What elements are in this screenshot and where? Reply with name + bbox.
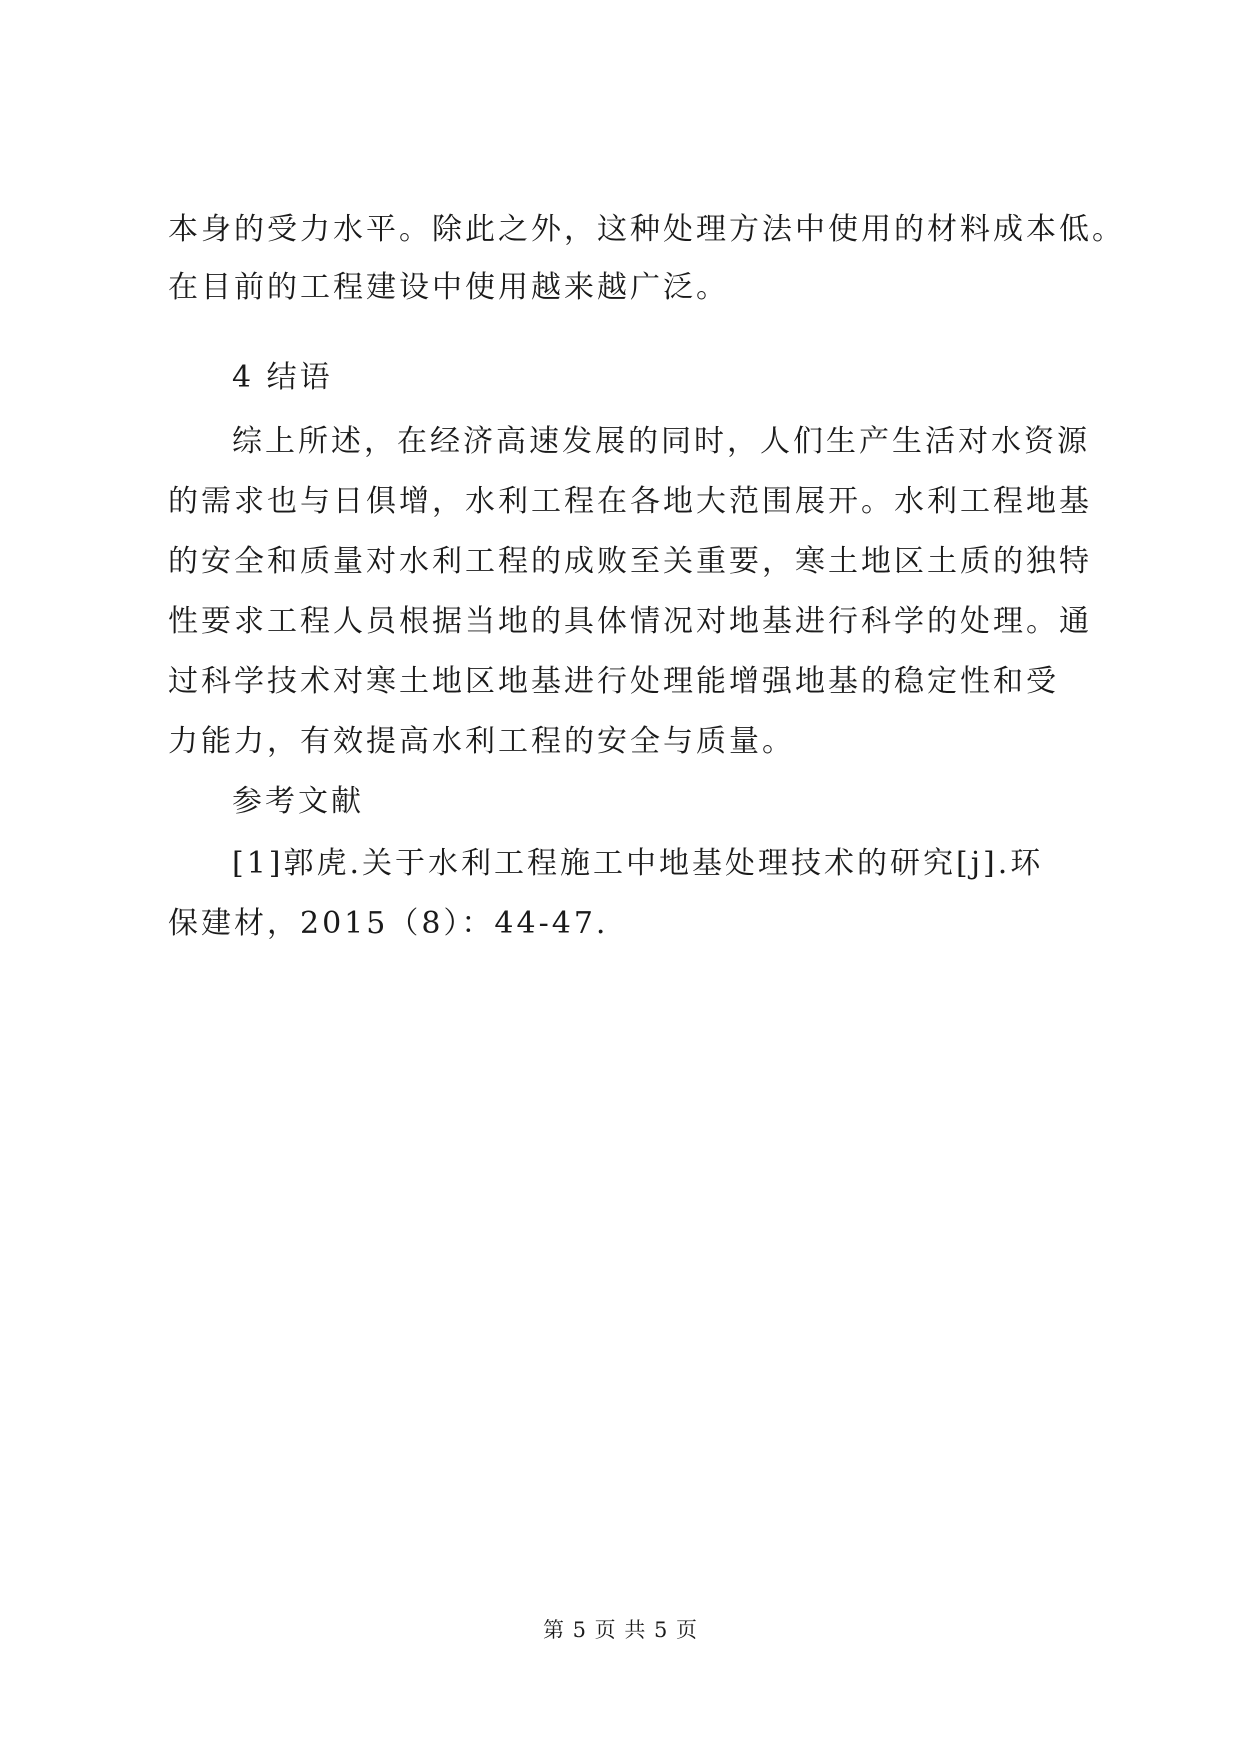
paragraph-line: 性要求工程人员根据当地的具体情况对地基进行科学的处理。通 (168, 604, 1092, 639)
paragraph-line: 本身的受力水平。除此之外，这种处理方法中使用的材料成本低。 (168, 212, 1125, 247)
paragraph-line: 在目前的工程建设中使用越来越广泛。 (168, 270, 729, 305)
reference-line: [1]郭虎.关于水利工程施工中地基处理技术的研究[j].环 (232, 846, 1044, 881)
section-heading-conclusion: 4 结语 (232, 360, 333, 395)
paragraph-line: 的安全和质量对水利工程的成败至关重要，寒土地区土质的独特 (168, 544, 1092, 579)
paragraph-line: 力能力，有效提高水利工程的安全与质量。 (168, 724, 795, 759)
page-number-footer: 第 5 页 共 5 页 (542, 1618, 699, 1642)
references-heading: 参考文献 (232, 784, 364, 819)
paragraph-line: 过科学技术对寒土地区地基进行处理能增强地基的稳定性和受 (168, 664, 1059, 699)
reference-line: 保建材，2015（8）：44-47. (168, 906, 609, 941)
paragraph-line: 的需求也与日俱增，水利工程在各地大范围展开。水利工程地基 (168, 484, 1092, 519)
paragraph-line: 综上所述，在经济高速发展的同时，人们生产生活对水资源 (232, 424, 1090, 459)
